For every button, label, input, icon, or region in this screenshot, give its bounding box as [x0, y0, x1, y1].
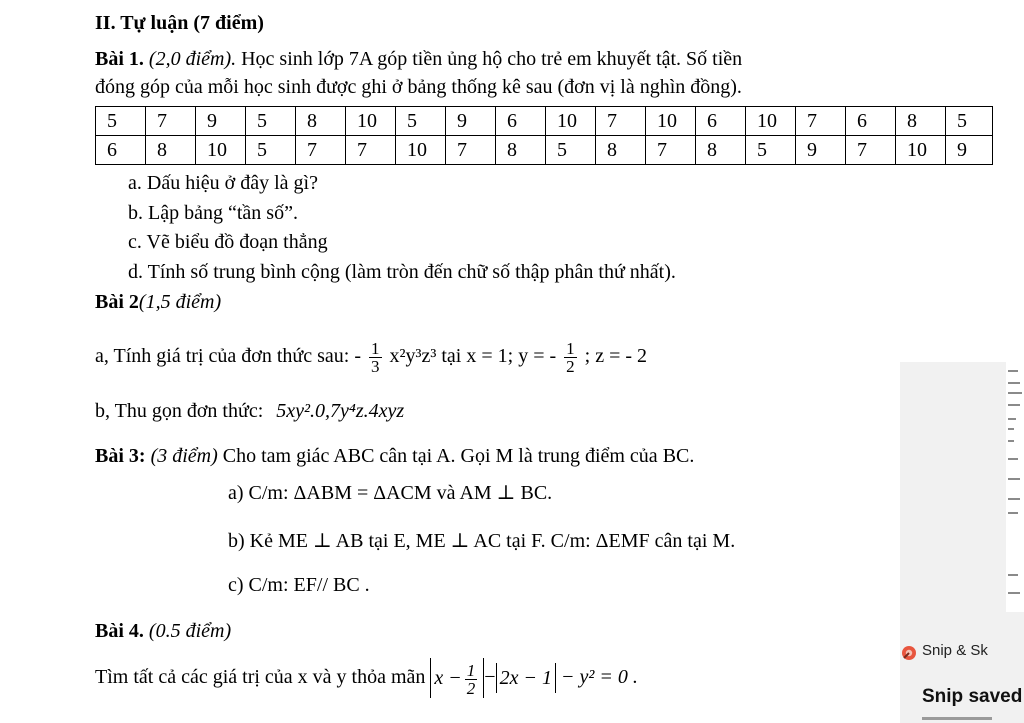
table-cell: 8 — [596, 136, 646, 165]
table-cell: 6 — [696, 107, 746, 136]
table-cell: 5 — [946, 107, 993, 136]
bai1-question-a: a. Dấu hiệu ở đây là gì? — [128, 172, 318, 194]
bai2-a-frac-den: 3 — [371, 356, 380, 376]
table-cell: 10 — [396, 136, 446, 165]
table-cell: 5 — [246, 136, 296, 165]
bai2-a-monomial: x²y³z³ — [389, 345, 437, 367]
bai2-a-y-num: 1 — [566, 338, 575, 358]
table-cell: 7 — [146, 107, 196, 136]
bai3-part-c: c) C/m: EF// BC . — [228, 574, 370, 596]
bai4-tail: − y² = 0 . — [560, 666, 638, 688]
table-cell: 8 — [696, 136, 746, 165]
snip-saved-title: Snip saved — [922, 686, 1023, 707]
table-cell: 5 — [746, 136, 796, 165]
bai1-question-b: b. Lập bảng “tần số”. — [128, 202, 298, 224]
bai1-text-1: Học sinh lớp 7A góp tiền ủng hộ cho trẻ em khuyết tật. Số tiền — [241, 48, 743, 70]
table-row — [96, 107, 993, 136]
table-cell: 9 — [796, 136, 846, 165]
table-cell: 7 — [846, 136, 896, 165]
bai4-equation — [95, 654, 638, 700]
bai2-a-x: x = 1; — [466, 345, 514, 367]
table-cell: 7 — [346, 136, 396, 165]
table-cell: 10 — [646, 107, 696, 136]
bai3-part-b: b) Kẻ ME ⊥ AB tại E, ME ⊥ AC tại F. C/m: ΔEMF cân tại M. — [228, 530, 736, 552]
bai2-a-at: tại — [441, 345, 462, 367]
bai2-part-b — [95, 399, 404, 423]
bai3-points: (3 điểm) — [150, 445, 218, 467]
bai1-text-2: đóng góp của mỗi học sinh được ghi ở bảng thống kê sau (đơn vị là nghìn đồng). — [95, 76, 742, 98]
table-cell: 7 — [646, 136, 696, 165]
table-cell: 9 — [196, 107, 246, 136]
snip-app-name: Snip & Sk — [922, 642, 988, 659]
table-cell: 5 — [246, 107, 296, 136]
bai2-a-minus: - — [354, 345, 361, 367]
bai4-abs1 — [430, 658, 484, 698]
bai1-points: (2,0 điểm). — [148, 48, 237, 70]
table-row — [96, 136, 993, 165]
bai2-a-y: y = - — [518, 345, 557, 367]
bai2-a-y-den: 2 — [566, 356, 575, 376]
bai2-label: Bài 2 — [95, 291, 139, 313]
bai2-a-z: z = - 2 — [595, 345, 648, 367]
bai1-question-c: c. Vẽ biểu đồ đoạn thẳng — [128, 231, 328, 253]
table-cell: 8 — [896, 107, 946, 136]
table-cell: 10 — [546, 107, 596, 136]
bai4-abs2: 2x − 1 — [496, 663, 556, 693]
table-cell: 7 — [446, 136, 496, 165]
bai1-line1 — [95, 47, 742, 71]
bai4-fraction — [465, 662, 478, 697]
bai1-label: Bài 1. — [95, 48, 144, 70]
bai3-part-a: a) C/m: ΔABM = ΔACM và AM ⊥ BC. — [228, 482, 553, 504]
table-cell: 8 — [146, 136, 196, 165]
table-cell: 7 — [296, 136, 346, 165]
bai4-minus: − — [484, 666, 496, 688]
bai3-intro: Cho tam giác ABC cân tại A. Gọi M là trung điểm của BC. — [222, 445, 695, 467]
table-cell: 6 — [496, 107, 546, 136]
bai4-frac-num: 1 — [466, 661, 476, 681]
bai4-frac-den: 2 — [466, 679, 476, 699]
bai3-heading — [95, 444, 694, 468]
table-cell: 9 — [446, 107, 496, 136]
bai2-a-frac-num: 1 — [371, 338, 380, 358]
bai2-a-fraction — [369, 340, 382, 375]
bai4-heading — [95, 619, 231, 643]
bai4-label: Bài 4. — [95, 620, 144, 642]
table-cell: 8 — [496, 136, 546, 165]
bai2-points: (1,5 điểm) — [138, 291, 222, 313]
bai2-b-text: b, Thu gọn đơn thức: — [95, 400, 264, 422]
bai2-part-a — [95, 336, 647, 376]
snip-subtext-placeholder — [922, 717, 992, 720]
table-cell: 7 — [596, 107, 646, 136]
bai4-text: Tìm tất cả các giá trị của x và y thỏa mãn — [95, 666, 426, 688]
snip-notification[interactable] — [900, 362, 1024, 723]
table-cell: 5 — [96, 107, 146, 136]
bai4-abs1-prefix: x − — [434, 667, 462, 690]
table-cell: 9 — [946, 136, 993, 165]
table-cell: 6 — [846, 107, 896, 136]
bai2-heading — [95, 290, 221, 314]
bai2-b-expr: 5xy².0,7y⁴z.4xyz — [276, 400, 405, 422]
table-cell: 5 — [396, 107, 446, 136]
table-cell: 10 — [746, 107, 796, 136]
snip-thumbnail[interactable] — [1006, 362, 1024, 612]
snip-sketch-icon — [900, 644, 918, 662]
table-cell: 6 — [96, 136, 146, 165]
bai2-a-text: a, Tính giá trị của đơn thức sau: — [95, 345, 350, 367]
table-cell: 10 — [196, 136, 246, 165]
bai2-a-sep: ; — [584, 345, 591, 367]
table-cell: 7 — [796, 107, 846, 136]
stats-table — [95, 106, 993, 165]
bai1-question-d: d. Tính số trung bình cộng (làm tròn đến chữ số thập phân thứ nhất). — [128, 261, 676, 283]
table-cell: 8 — [296, 107, 346, 136]
bai4-points: (0.5 điểm) — [148, 620, 232, 642]
bai2-a-y-fraction — [564, 340, 577, 375]
bai3-label: Bài 3: — [95, 445, 146, 467]
table-cell: 5 — [546, 136, 596, 165]
table-cell: 10 — [346, 107, 396, 136]
table-cell: 10 — [896, 136, 946, 165]
section-title: II. Tự luận (7 điểm) — [95, 12, 264, 34]
